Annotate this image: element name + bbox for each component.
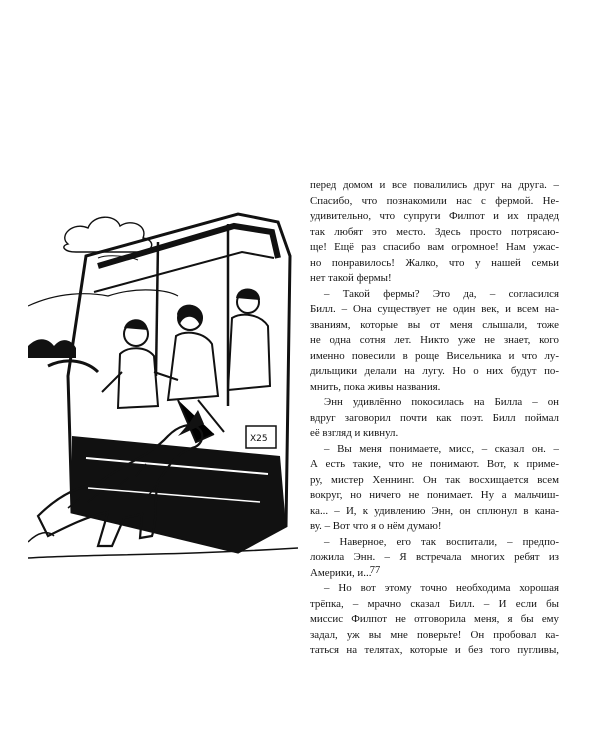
text-line: званиям, которые вы от меня слышали, тоже xyxy=(310,318,559,331)
text-line: – Вы меня понимаете, мисс, – сказал он. – xyxy=(324,442,559,455)
text-line: ву. – Вот что я о нём думаю! xyxy=(310,520,442,532)
body-text xyxy=(310,178,559,659)
text-line: не одна сотня лет. Никто уже не знает, кого xyxy=(310,334,559,346)
text-line: Спасибо, что познакомили нас с фермой. Не- xyxy=(310,194,559,207)
text-line: так любят это место. Здесь просто потрясаю- xyxy=(310,225,559,238)
text-line: её взгляд и кивнул. xyxy=(310,427,399,439)
text-line: ру, мистер Хеннинг. Он так восхищается всем xyxy=(310,473,559,486)
text-line: но понравилось! Жалко, что у нашей семьи xyxy=(310,256,559,269)
text-line: задал, уж вы мне поверьте! Он пробовал ка- xyxy=(310,628,559,641)
text-line: – Но вот этому точно необходима хорошая xyxy=(324,582,559,594)
text-line: – Такой фермы? Это да, – согласился xyxy=(324,287,559,300)
text-line: ложила Энн. – Я встречала многих ребят из xyxy=(310,551,559,563)
text-line: именно повесили в роще Висельника и что лу- xyxy=(310,349,559,362)
text-line: нет такой фермы! xyxy=(310,272,392,284)
text-line: А есть такие, что не понимают. Вот, к приме- xyxy=(310,458,559,470)
text-line: вдруг заговорил почти как поэт. Билл поймал xyxy=(310,411,559,424)
text-line: вокруг, но ничего не понимает. Ну а мальчиш- xyxy=(310,489,559,501)
svg-text:X25: X25 xyxy=(250,434,268,444)
text-line: трёпка, – мрачно сказал Билл. – И если бы xyxy=(310,597,559,610)
text-line: Энн удивлённо покосилась на Билла – он xyxy=(324,396,559,408)
text-line: Америки, и... xyxy=(310,566,372,579)
text-line: таться на телятах, которые и без того пугливы, xyxy=(310,644,559,656)
text-line: ка... – И, к удивлению Энн, он сплюнул в кана- xyxy=(310,504,559,517)
text-line: дильщики делали на лугу. Но о них будут по- xyxy=(310,365,559,377)
text-line: Билл. – Она существует не один век, и всем на- xyxy=(310,303,559,315)
text-line: миссис Филпот не отговорила меня, я бы ему xyxy=(310,613,559,625)
text-line: ще! Ещё раз спасибо вам огромное! Нам ужас- xyxy=(310,241,559,253)
text-line: перед домом и все повалились друг на друга. – xyxy=(310,179,559,191)
text-line: мнить, пока живы названия. xyxy=(310,380,441,393)
text-line: удивительно, что супруги Филпот и их прадед xyxy=(310,210,559,222)
bus-illustration-icon xyxy=(28,196,298,568)
text-line: – Наверное, его так воспитали, – предпо- xyxy=(324,535,559,548)
page-number: 77 xyxy=(369,565,381,576)
